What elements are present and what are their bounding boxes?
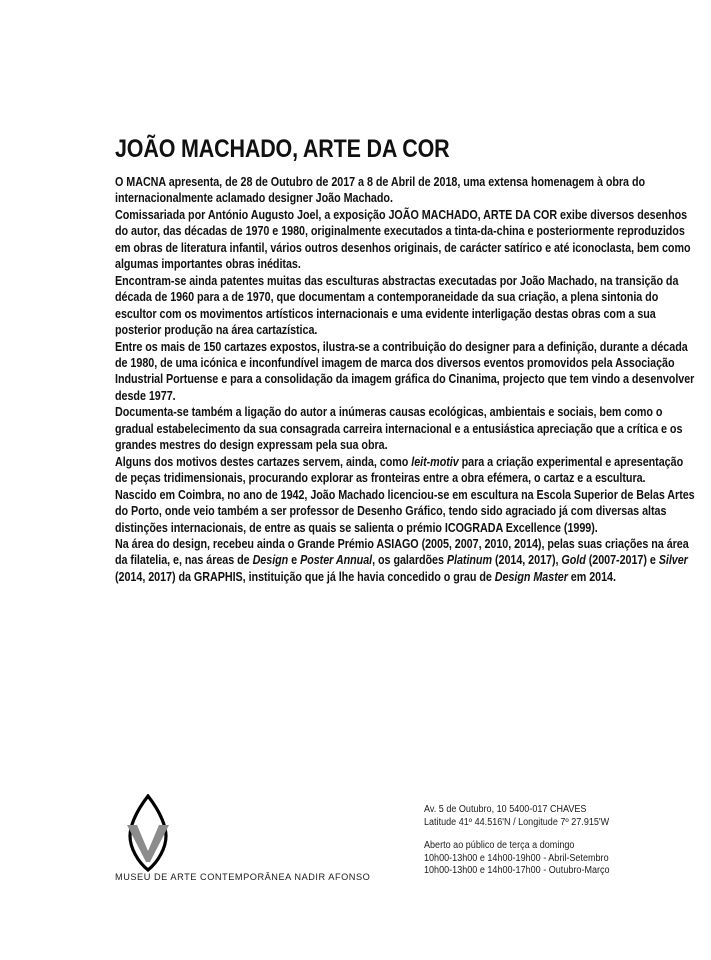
info-spacer — [424, 829, 694, 840]
museum-name: MUSEU DE ARTE CONTEMPORÂNEA NADIR AFONSO — [115, 872, 371, 883]
award-design-master-emphasis: Design Master — [494, 569, 568, 584]
hours-line-1: Aberto ao público de terça a domingo — [424, 840, 575, 852]
paragraph-8-tail: em 2014. — [567, 569, 616, 584]
paragraph-5 — [115, 404, 695, 453]
paragraph-4-text: Entre os mais de 150 cartazes expostos, ilustra-se a contribuição do designer para a definição, durante a década de 1980, de uma icónica e inconfundível imagem de marca dos diversos eventos promovidos pela Associação Industrial Portuense e para a consolidação da imagem gráfica do Cinanima, projecto que tem vindo a desenvolver desde 1977. — [115, 339, 695, 403]
paragraph-8-lead: Na área do design, recebeu ainda o Grande Prémio ASIAGO (2005, 2007, 2010, 2014), pelas suas criações na área da filatelia, e, nas áreas de — [115, 536, 689, 568]
museum-contact-info — [424, 804, 694, 878]
paragraph-5-text: Documenta-se também a ligação do autor a inúmeras causas ecológicas, ambientais e sociais, bem como o gradual estabelecimento da sua consagrada carreira internacional e a entusiástica apreciação que a crítica e os grandes mestres do design expressam pela sua obra. — [115, 405, 683, 453]
paragraph-3-text: Encontram-se ainda patentes muitas das esculturas abstractas executadas por João Machado, na transição da década de 1960 para a de 1970, que documentam a contemporaneidade da sua criação, a plena sintonia do escultor com os movimentos artísticos internacionais e uma evidente interligação destas obras com a sua posterior produção na área cartazística. — [115, 273, 679, 338]
paragraph-3 — [115, 273, 695, 339]
paragraph-8-sep-5: (2014, 2017) da GRAPHIS, instituição que já lhe havia concedido o grau de — [115, 569, 495, 584]
paragraph-7-text: Nascido em Coimbra, no ano de 1942, João Machado licenciou-se em escultura na Escola Superior de Belas Artes do Porto, onde veio também a ser professor de Desenho Gráfico, tendo sido agraciado já com diversas altas distinções internacionais, de entre as quais se salienta o prémio ICOGRADA Excellence (1999). — [115, 487, 695, 535]
paragraph-2-lead: Comissariada por António Augusto Joel, a exposição — [115, 207, 389, 222]
paragraph-2 — [115, 207, 695, 273]
address-line-1: Av. 5 de Outubro, 10 5400-017 CHAVES — [424, 804, 587, 815]
paragraph-8 — [115, 536, 695, 585]
award-design-emphasis: Design — [252, 553, 289, 568]
leit-motiv-emphasis: leit-motiv — [411, 454, 459, 469]
paragraph-6-rest: para a criação experimental e apresentação de peças tridimensionais, procurando explorar as fronteiras entre a obra efémera, o cartaz e a escultura. — [115, 454, 684, 486]
paragraph-7 — [115, 487, 695, 536]
page-title: JOÃO MACHADO, ARTE DA COR — [115, 134, 450, 163]
paragraph-8-sep-4: (2007-2017) e — [585, 553, 659, 568]
paragraph-8-sep-1: e — [288, 553, 301, 568]
award-platinum-emphasis: Platinum — [446, 553, 493, 568]
paragraph-6 — [115, 454, 695, 487]
paragraph-4 — [115, 339, 695, 405]
paragraph-6-lead: Alguns dos motivos destes cartazes servem, ainda, como — [115, 454, 412, 469]
hours-line-3: 10h00-13h00 e 14h00-17h00 - Outubro-Março — [424, 865, 610, 877]
macna-lens-chevron-logo-icon — [122, 794, 174, 872]
award-silver-emphasis: Silver — [658, 553, 688, 568]
paragraph-2-rest: exibe diversos desenhos do autor, das décadas de 1970 e 1980, originalmente executados a tinta-da-china e posteriormente reproduzidos em obras de literatura infantil, vários outros desenhos originais, de carácter satírico e até iconoclasta, bem como algumas importantes obras inéditas. — [115, 207, 691, 272]
paragraph-8-sep-3: (2014, 2017), — [492, 553, 562, 568]
hours-line-2: 10h00-13h00 e 14h00-19h00 - Abril-Setembro — [424, 852, 609, 864]
paragraph-1 — [115, 174, 695, 207]
paragraph-8-sep-2: , os galardões — [372, 553, 447, 568]
page-footer — [0, 786, 711, 906]
award-poster-annual-emphasis: Poster Annual — [300, 553, 373, 568]
exhibition-title-inline: JOÃO MACHADO, ARTE DA COR — [388, 207, 558, 222]
exhibition-description — [115, 174, 695, 585]
award-gold-emphasis: Gold — [561, 553, 586, 568]
address-line-2: Latitude 41º 44.516'N / Longitude 7º 27.915'W — [424, 816, 610, 828]
paragraph-1-text: O MACNA apresenta, de 28 de Outubro de 2017 a 8 de Abril de 2018, uma extensa homenagem à obra do internacionalmente aclamado designer João Machado. — [115, 175, 646, 206]
